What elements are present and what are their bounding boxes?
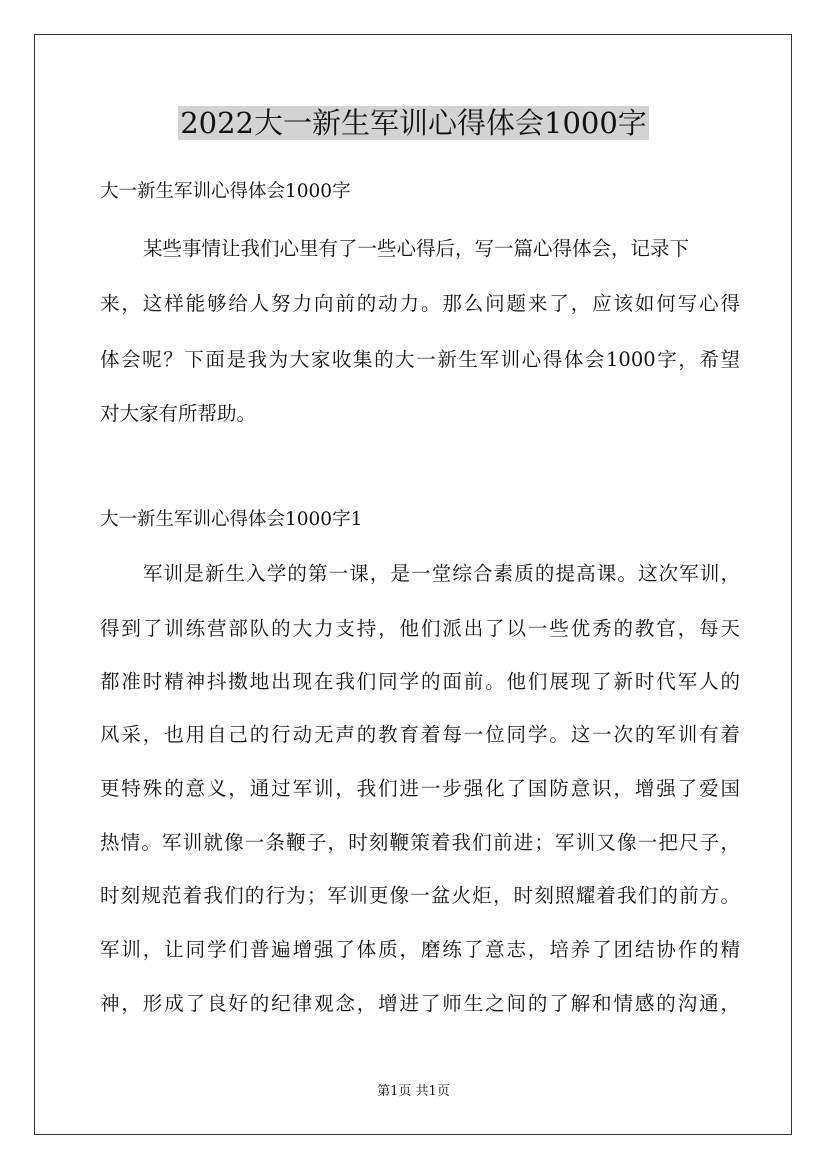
intro-line: 体会呢？下面是我为大家收集的大一新生军训心得体会1000字，希望 (100, 348, 740, 371)
body-line: 都准时精神抖擞地出现在我们同学的面前。他们展现了新时代军人的 (100, 670, 740, 693)
body-line: 热情。军训就像一条鞭子，时刻鞭策着我们前进；军训又像一把尺子， (100, 831, 740, 854)
body-line: 军训，让同学们普遍增强了体质，磨练了意志，培养了团结协作的精 (100, 938, 740, 961)
intro-heading: 大一新生军训心得体会1000字 (100, 181, 351, 202)
section-heading: 大一新生军训心得体会1000字1 (100, 509, 363, 530)
body-line: 军训是新生入学的第一课，是一堂综合素质的提高课。这次军训， (143, 562, 740, 585)
intro-line: 某些事情让我们心里有了一些心得后，写一篇心得体会，记录下 (143, 237, 690, 260)
intro-line: 对大家有所帮助。 (100, 402, 257, 425)
body-line: 时刻规范着我们的行为；军训更像一盆火炬，时刻照耀着我们的前方。 (100, 884, 740, 907)
body-line: 更特殊的意义，通过军训，我们进一步强化了国防意识，增强了爱国 (100, 777, 740, 800)
body-line: 得到了训练营部队的大力支持，他们派出了以一些优秀的教官，每天 (100, 617, 740, 640)
body-line: 风采，也用自己的行动无声的教育着每一位同学。这一次的军训有着 (100, 723, 740, 746)
document-title (0, 103, 827, 143)
body-line: 神，形成了良好的纪律观念，增进了师生之间的了解和情感的沟通， (100, 992, 740, 1015)
page-footer: 第1页 共1页 (377, 1084, 450, 1099)
intro-line: 来，这样能够给人努力向前的动力。那么问题来了，应该如何写心得 (100, 292, 740, 315)
document-title-text: 2022大一新生军训心得体会1000字 (180, 106, 647, 140)
